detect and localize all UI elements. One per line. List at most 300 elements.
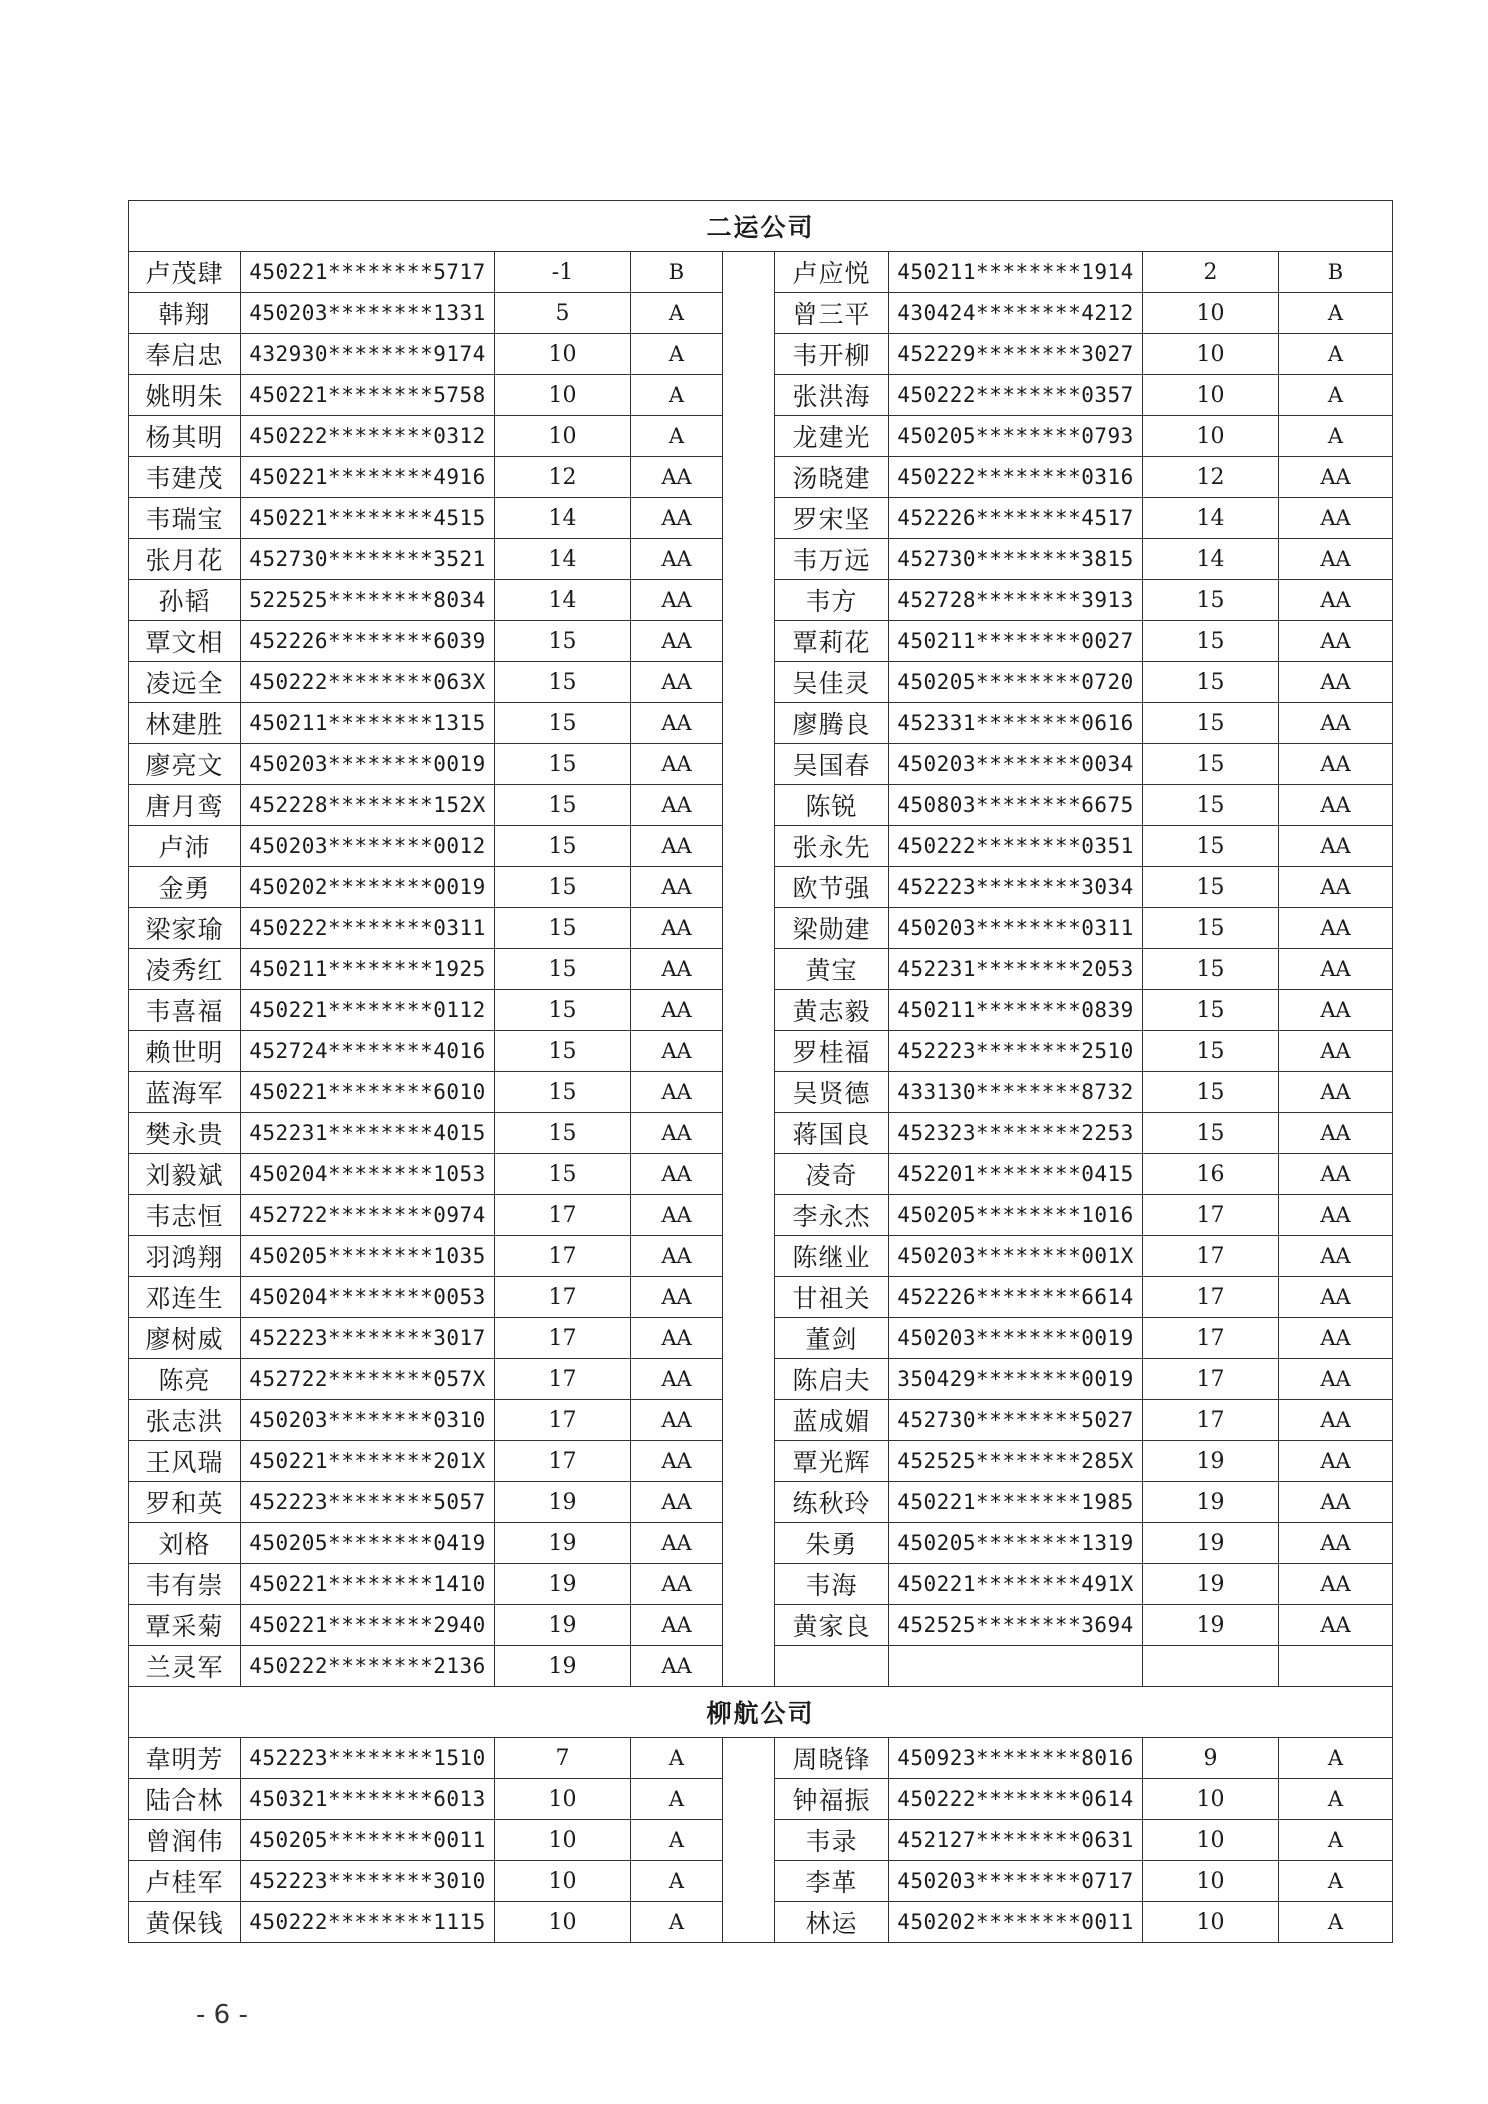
driver-name-right: 陈锐 — [775, 785, 889, 826]
driver-name-left: 刘毅斌 — [129, 1154, 241, 1195]
driver-name-left: 覃文相 — [129, 621, 241, 662]
grade-right: A — [1279, 1861, 1393, 1902]
grade-right: A — [1279, 293, 1393, 334]
grade-left: AA — [631, 1113, 723, 1154]
id-number-right: 350429********0019 — [889, 1359, 1143, 1400]
id-number-left: 450221********5758 — [241, 375, 495, 416]
section-title: 柳航公司 — [129, 1687, 1393, 1738]
id-number-right: 452331********0616 — [889, 703, 1143, 744]
score-right: 10 — [1143, 375, 1279, 416]
id-number-right: 452223********2510 — [889, 1031, 1143, 1072]
score-left: 12 — [495, 457, 631, 498]
grade-left: A — [631, 375, 723, 416]
grade-right: AA — [1279, 826, 1393, 867]
grade-left: AA — [631, 1359, 723, 1400]
driver-name-right: 汤晓建 — [775, 457, 889, 498]
score-left: 10 — [495, 1902, 631, 1943]
driver-name-right: 韦万远 — [775, 539, 889, 580]
driver-name-left: 韩翔 — [129, 293, 241, 334]
score-left: 15 — [495, 990, 631, 1031]
id-number-left: 452223********3017 — [241, 1318, 495, 1359]
column-gap — [723, 990, 775, 1031]
table-row — [129, 1318, 1393, 1359]
driver-name-right: 覃莉花 — [775, 621, 889, 662]
grade-left: A — [631, 334, 723, 375]
score-left: 19 — [495, 1482, 631, 1523]
grade-right: AA — [1279, 1400, 1393, 1441]
id-number-right: 433130********8732 — [889, 1072, 1143, 1113]
driver-name-left: 金勇 — [129, 867, 241, 908]
score-right: 15 — [1143, 949, 1279, 990]
table-row — [129, 1605, 1393, 1646]
grade-right: AA — [1279, 1236, 1393, 1277]
grade-left: AA — [631, 949, 723, 990]
grade-left: AA — [631, 1195, 723, 1236]
column-gap — [723, 908, 775, 949]
id-number-left: 450221********5717 — [241, 252, 495, 293]
id-number-left: 450205********0011 — [241, 1820, 495, 1861]
score-left: 19 — [495, 1564, 631, 1605]
id-number-left: 450211********1925 — [241, 949, 495, 990]
driver-name-left: 邓连生 — [129, 1277, 241, 1318]
driver-name-right: 吴佳灵 — [775, 662, 889, 703]
driver-name-left: 韦志恒 — [129, 1195, 241, 1236]
score-left: 15 — [495, 744, 631, 785]
id-number-left: 452722********057X — [241, 1359, 495, 1400]
id-number-right — [889, 1646, 1143, 1687]
grade-left: A — [631, 1902, 723, 1943]
driver-name-right: 曾三平 — [775, 293, 889, 334]
column-gap — [723, 498, 775, 539]
id-number-left: 450321********6013 — [241, 1779, 495, 1820]
score-right: 15 — [1143, 703, 1279, 744]
driver-name-left: 韦喜福 — [129, 990, 241, 1031]
column-gap — [723, 1277, 775, 1318]
driver-name-left: 奉启忠 — [129, 334, 241, 375]
grade-right: A — [1279, 1820, 1393, 1861]
score-right: 10 — [1143, 1820, 1279, 1861]
column-gap — [723, 662, 775, 703]
grade-left: AA — [631, 1318, 723, 1359]
table-row — [129, 1113, 1393, 1154]
grade-right: AA — [1279, 1441, 1393, 1482]
grade-right: AA — [1279, 1482, 1393, 1523]
driver-name-left: 蓝海军 — [129, 1072, 241, 1113]
id-number-left: 450203********0019 — [241, 744, 495, 785]
id-number-left: 452223********5057 — [241, 1482, 495, 1523]
column-gap — [723, 785, 775, 826]
id-number-right: 450222********0357 — [889, 375, 1143, 416]
grade-right: AA — [1279, 949, 1393, 990]
id-number-right: 450202********0011 — [889, 1902, 1143, 1943]
id-number-right: 450205********0793 — [889, 416, 1143, 457]
id-number-right: 450205********1319 — [889, 1523, 1143, 1564]
score-right: 17 — [1143, 1236, 1279, 1277]
id-number-left: 450222********0312 — [241, 416, 495, 457]
grade-left: AA — [631, 539, 723, 580]
score-right: 10 — [1143, 334, 1279, 375]
score-right: 19 — [1143, 1564, 1279, 1605]
id-number-left: 522525********8034 — [241, 580, 495, 621]
driver-name-left: 罗和英 — [129, 1482, 241, 1523]
grade-right: A — [1279, 375, 1393, 416]
id-number-right: 452127********0631 — [889, 1820, 1143, 1861]
driver-name-left: 黄保钱 — [129, 1902, 241, 1943]
score-right: 17 — [1143, 1277, 1279, 1318]
grade-right: AA — [1279, 1318, 1393, 1359]
id-number-right: 450203********0034 — [889, 744, 1143, 785]
id-number-left: 450204********1053 — [241, 1154, 495, 1195]
driver-name-left: 廖亮文 — [129, 744, 241, 785]
score-left: 15 — [495, 785, 631, 826]
score-left: 7 — [495, 1738, 631, 1779]
grade-right: AA — [1279, 1072, 1393, 1113]
grade-right — [1279, 1646, 1393, 1687]
id-number-left: 452226********6039 — [241, 621, 495, 662]
column-gap — [723, 1113, 775, 1154]
grade-left: AA — [631, 1072, 723, 1113]
grade-right: AA — [1279, 1523, 1393, 1564]
id-number-right: 450222********0614 — [889, 1779, 1143, 1820]
id-number-right: 450203********0311 — [889, 908, 1143, 949]
id-number-right: 452229********3027 — [889, 334, 1143, 375]
driver-name-right: 韦海 — [775, 1564, 889, 1605]
score-left: 10 — [495, 334, 631, 375]
grade-left: A — [631, 1861, 723, 1902]
grade-left: AA — [631, 1605, 723, 1646]
driver-name-right: 黄宝 — [775, 949, 889, 990]
table-row — [129, 457, 1393, 498]
id-number-right: 452231********2053 — [889, 949, 1143, 990]
id-number-right: 452223********3034 — [889, 867, 1143, 908]
score-left: 15 — [495, 826, 631, 867]
id-number-left: 450203********0310 — [241, 1400, 495, 1441]
grade-left: A — [631, 1738, 723, 1779]
driver-name-left: 韦瑞宝 — [129, 498, 241, 539]
driver-name-right: 罗桂福 — [775, 1031, 889, 1072]
table-row — [129, 498, 1393, 539]
driver-name-right: 朱勇 — [775, 1523, 889, 1564]
column-gap — [723, 1738, 775, 1779]
score-right: 15 — [1143, 1072, 1279, 1113]
score-right: 19 — [1143, 1482, 1279, 1523]
grade-left: AA — [631, 1482, 723, 1523]
id-number-left: 452722********0974 — [241, 1195, 495, 1236]
driver-name-left: 唐月鸾 — [129, 785, 241, 826]
score-left: 10 — [495, 375, 631, 416]
score-right: 16 — [1143, 1154, 1279, 1195]
score-right: 2 — [1143, 252, 1279, 293]
grade-right: AA — [1279, 1031, 1393, 1072]
id-number-right: 430424********4212 — [889, 293, 1143, 334]
grade-left: AA — [631, 1154, 723, 1195]
score-right: 15 — [1143, 867, 1279, 908]
table-row — [129, 1359, 1393, 1400]
table-row — [129, 539, 1393, 580]
table-row — [129, 621, 1393, 662]
driver-name-right: 练秋玲 — [775, 1482, 889, 1523]
grade-right: AA — [1279, 1564, 1393, 1605]
table-row — [129, 334, 1393, 375]
driver-name-right: 卢应悦 — [775, 252, 889, 293]
driver-name-left: 韦建茂 — [129, 457, 241, 498]
table-row — [129, 416, 1393, 457]
id-number-left: 450222********1115 — [241, 1902, 495, 1943]
driver-name-left: 凌秀红 — [129, 949, 241, 990]
score-right: 14 — [1143, 498, 1279, 539]
id-number-left: 452223********3010 — [241, 1861, 495, 1902]
column-gap — [723, 1400, 775, 1441]
table-row — [129, 744, 1393, 785]
driver-name-right — [775, 1646, 889, 1687]
id-number-left: 450204********0053 — [241, 1277, 495, 1318]
table-row — [129, 1523, 1393, 1564]
score-left: 15 — [495, 1072, 631, 1113]
column-gap — [723, 1359, 775, 1400]
column-gap — [723, 252, 775, 293]
column-gap — [723, 375, 775, 416]
driver-name-right: 吴贤德 — [775, 1072, 889, 1113]
driver-name-right: 林运 — [775, 1902, 889, 1943]
id-number-right: 450803********6675 — [889, 785, 1143, 826]
driver-name-right: 陈启夫 — [775, 1359, 889, 1400]
score-right: 10 — [1143, 416, 1279, 457]
id-number-right: 450203********0717 — [889, 1861, 1143, 1902]
grade-left: AA — [631, 1277, 723, 1318]
score-left: 15 — [495, 1154, 631, 1195]
table-row — [129, 1031, 1393, 1072]
driver-name-left: 卢茂肆 — [129, 252, 241, 293]
grade-right: AA — [1279, 1113, 1393, 1154]
table-row — [129, 703, 1393, 744]
score-right: 9 — [1143, 1738, 1279, 1779]
table-row — [129, 293, 1393, 334]
driver-name-right: 陈继业 — [775, 1236, 889, 1277]
grade-right: AA — [1279, 703, 1393, 744]
driver-name-right: 韦录 — [775, 1820, 889, 1861]
id-number-right: 452226********6614 — [889, 1277, 1143, 1318]
driver-name-left: 陈亮 — [129, 1359, 241, 1400]
id-number-right: 450211********0027 — [889, 621, 1143, 662]
grade-right: AA — [1279, 908, 1393, 949]
score-right: 19 — [1143, 1523, 1279, 1564]
column-gap — [723, 1820, 775, 1861]
score-left: 19 — [495, 1646, 631, 1687]
driver-name-right: 李永杰 — [775, 1195, 889, 1236]
table-row — [129, 1779, 1393, 1820]
table-row — [129, 1738, 1393, 1779]
driver-name-right: 张洪海 — [775, 375, 889, 416]
id-number-right: 450923********8016 — [889, 1738, 1143, 1779]
driver-name-left: 梁家瑜 — [129, 908, 241, 949]
page-number: - 6 - — [196, 2000, 248, 2030]
column-gap — [723, 1195, 775, 1236]
grade-right: AA — [1279, 1154, 1393, 1195]
score-left: 17 — [495, 1441, 631, 1482]
id-number-right: 452226********4517 — [889, 498, 1143, 539]
id-number-right: 450222********0316 — [889, 457, 1143, 498]
column-gap — [723, 1482, 775, 1523]
grade-right: AA — [1279, 1277, 1393, 1318]
grade-right: B — [1279, 252, 1393, 293]
grade-left: AA — [631, 826, 723, 867]
id-number-left: 450221********0112 — [241, 990, 495, 1031]
score-right: 10 — [1143, 1861, 1279, 1902]
section-header — [129, 201, 1393, 252]
score-left: 17 — [495, 1400, 631, 1441]
score-left: 15 — [495, 1031, 631, 1072]
section-header — [129, 1687, 1393, 1738]
id-number-left: 450202********0019 — [241, 867, 495, 908]
grade-right: AA — [1279, 498, 1393, 539]
grade-right: AA — [1279, 621, 1393, 662]
column-gap — [723, 416, 775, 457]
table-row — [129, 1236, 1393, 1277]
driver-name-left: 羽鸿翔 — [129, 1236, 241, 1277]
column-gap — [723, 1564, 775, 1605]
grade-right: AA — [1279, 990, 1393, 1031]
score-right: 12 — [1143, 457, 1279, 498]
grade-left: B — [631, 252, 723, 293]
grade-left: AA — [631, 1236, 723, 1277]
grade-left: AA — [631, 1441, 723, 1482]
column-gap — [723, 580, 775, 621]
table-row — [129, 990, 1393, 1031]
grade-left: A — [631, 1779, 723, 1820]
score-right: 10 — [1143, 293, 1279, 334]
driver-name-right: 李革 — [775, 1861, 889, 1902]
id-number-right: 452525********285X — [889, 1441, 1143, 1482]
score-left: 14 — [495, 498, 631, 539]
driver-name-left: 兰灵军 — [129, 1646, 241, 1687]
id-number-left: 450221********201X — [241, 1441, 495, 1482]
grade-left: AA — [631, 1646, 723, 1687]
driver-name-right: 欧节强 — [775, 867, 889, 908]
score-right: 15 — [1143, 1031, 1279, 1072]
column-gap — [723, 949, 775, 990]
score-left: 19 — [495, 1523, 631, 1564]
column-gap — [723, 1441, 775, 1482]
table-row — [129, 1820, 1393, 1861]
id-number-right: 452730********5027 — [889, 1400, 1143, 1441]
grade-left: AA — [631, 621, 723, 662]
grade-right: AA — [1279, 539, 1393, 580]
score-left: 15 — [495, 949, 631, 990]
id-number-right: 452201********0415 — [889, 1154, 1143, 1195]
table-row — [129, 1902, 1393, 1943]
score-right: 15 — [1143, 990, 1279, 1031]
id-number-left: 450205********1035 — [241, 1236, 495, 1277]
grade-right: AA — [1279, 867, 1393, 908]
grade-right: A — [1279, 334, 1393, 375]
grade-right: AA — [1279, 580, 1393, 621]
column-gap — [723, 1902, 775, 1943]
table-row — [129, 1482, 1393, 1523]
driver-name-right: 覃光辉 — [775, 1441, 889, 1482]
driver-name-left: 赖世明 — [129, 1031, 241, 1072]
driver-name-left: 廖树威 — [129, 1318, 241, 1359]
id-number-left: 450221********4916 — [241, 457, 495, 498]
table-row — [129, 1564, 1393, 1605]
driver-name-right: 韦开柳 — [775, 334, 889, 375]
score-right: 15 — [1143, 744, 1279, 785]
score-left: 10 — [495, 1861, 631, 1902]
grade-left: AA — [631, 1523, 723, 1564]
id-number-left: 450222********2136 — [241, 1646, 495, 1687]
score-left: 14 — [495, 539, 631, 580]
id-number-right: 450222********0351 — [889, 826, 1143, 867]
score-right: 17 — [1143, 1195, 1279, 1236]
driver-name-left: 杨其明 — [129, 416, 241, 457]
driver-name-left: 陆合林 — [129, 1779, 241, 1820]
id-number-left: 450221********2940 — [241, 1605, 495, 1646]
driver-name-left: 卢沛 — [129, 826, 241, 867]
grade-left: A — [631, 1820, 723, 1861]
grade-right: A — [1279, 1779, 1393, 1820]
grade-left: AA — [631, 990, 723, 1031]
grade-right: A — [1279, 1902, 1393, 1943]
id-number-right: 450205********0720 — [889, 662, 1143, 703]
grade-right: A — [1279, 416, 1393, 457]
grade-left: AA — [631, 908, 723, 949]
grade-left: AA — [631, 1564, 723, 1605]
id-number-left: 450203********0012 — [241, 826, 495, 867]
table-row — [129, 1646, 1393, 1687]
score-left: 15 — [495, 621, 631, 662]
score-left: 19 — [495, 1605, 631, 1646]
table-row — [129, 1861, 1393, 1902]
id-number-left: 432930********9174 — [241, 334, 495, 375]
id-number-right: 450203********0019 — [889, 1318, 1143, 1359]
table-row — [129, 252, 1393, 293]
driver-name-left: 张志洪 — [129, 1400, 241, 1441]
driver-name-left: 孙韬 — [129, 580, 241, 621]
grade-left: AA — [631, 662, 723, 703]
grade-right: AA — [1279, 744, 1393, 785]
driver-name-right: 周晓锋 — [775, 1738, 889, 1779]
driver-name-right: 凌奇 — [775, 1154, 889, 1195]
score-right: 15 — [1143, 580, 1279, 621]
driver-name-left: 姚明朱 — [129, 375, 241, 416]
score-left: 15 — [495, 662, 631, 703]
table-row — [129, 1195, 1393, 1236]
score-left: 17 — [495, 1195, 631, 1236]
driver-name-right: 董剑 — [775, 1318, 889, 1359]
grade-left: AA — [631, 1031, 723, 1072]
score-right: 10 — [1143, 1779, 1279, 1820]
score-right — [1143, 1646, 1279, 1687]
score-right: 10 — [1143, 1902, 1279, 1943]
id-number-left: 452228********152X — [241, 785, 495, 826]
score-left: 17 — [495, 1236, 631, 1277]
column-gap — [723, 293, 775, 334]
driver-name-right: 廖腾良 — [775, 703, 889, 744]
score-left: 17 — [495, 1359, 631, 1400]
score-right: 15 — [1143, 662, 1279, 703]
id-number-right: 452728********3913 — [889, 580, 1143, 621]
id-number-right: 452730********3815 — [889, 539, 1143, 580]
grade-right: A — [1279, 1738, 1393, 1779]
id-number-right: 450203********001X — [889, 1236, 1143, 1277]
score-left: 15 — [495, 908, 631, 949]
driver-name-right: 蓝成媚 — [775, 1400, 889, 1441]
score-right: 17 — [1143, 1318, 1279, 1359]
score-left: 17 — [495, 1318, 631, 1359]
driver-name-left: 林建胜 — [129, 703, 241, 744]
column-gap — [723, 744, 775, 785]
driver-name-right: 龙建光 — [775, 416, 889, 457]
driver-name-left: 韋明芳 — [129, 1738, 241, 1779]
